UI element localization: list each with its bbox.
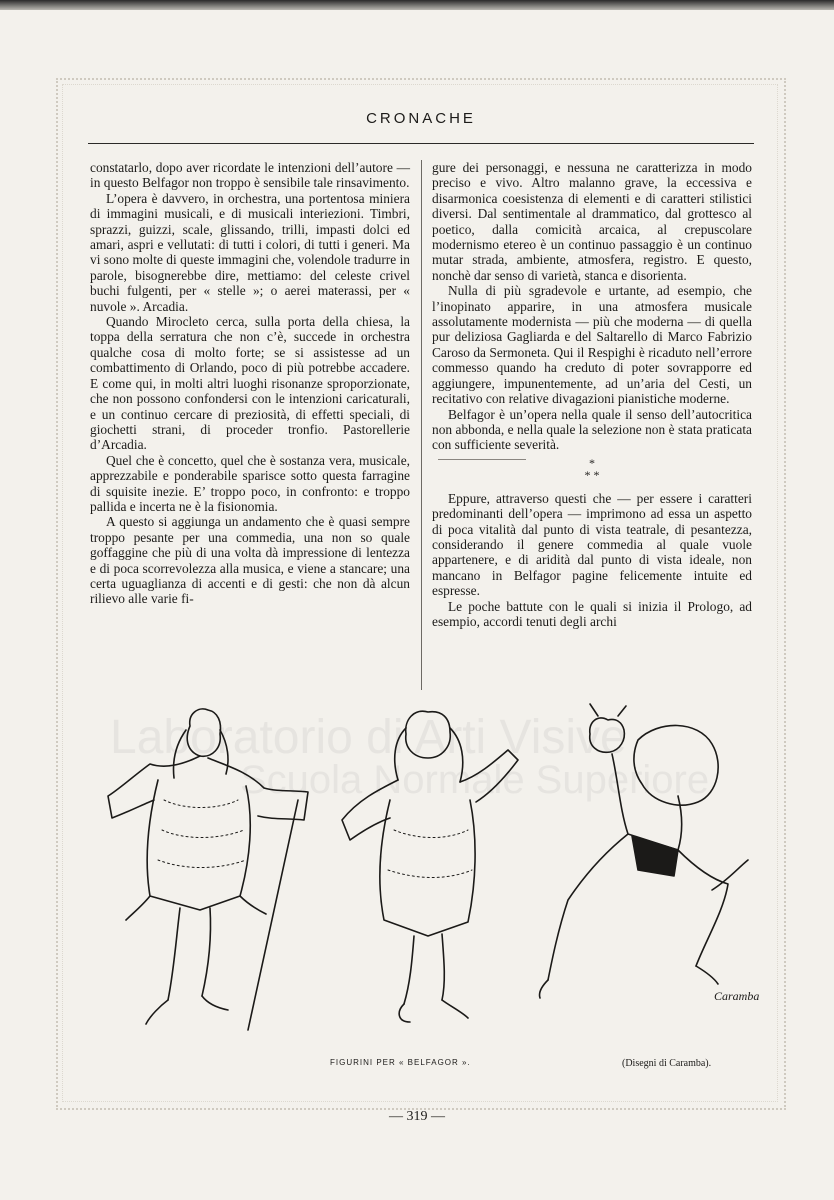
artist-signature: Caramba bbox=[714, 989, 760, 1003]
column-divider bbox=[421, 160, 422, 690]
scan-top-edge bbox=[0, 0, 834, 10]
paragraph: Eppure, attraverso questi che — per essere i caratteri predominanti dell’opera — imprimono ad essa un aspetto di poca vitalità dal punto di vista teatrale, di pesantezza, considerando il genere commedia al quale vuole appartenere, e di aridità dal punto di vista ideale, non mancano in Belfagor pagine felicemente intuite ed espresse. bbox=[432, 490, 752, 599]
figure-devil bbox=[539, 704, 748, 998]
paragraph: Quando Mirocleto cerca, sulla porta della chiesa, la toppa della serratura che non c’è, succede in orchestra qualche cosa di molto forte; se si assistesse ad un combattimento di Orlando, poco di più potrebbe accadere. E come qui, in molti altri luoghi risonanze sproporzionate, che non possono confondersi con le intenzioni caricaturali, e un continuo cercare di preziosità, di effetti speciali, di giochetti strani, di proceder tronfio. Pastorellerie d’Arcadia. bbox=[90, 314, 410, 453]
section-separator bbox=[432, 457, 752, 481]
paragraph: A questo si aggiunga un andamento che è quasi sempre troppo pesante per una commedia, una non so quale goffaggine che più di una volta dà impressione di lentezza e di poca scorrevolezza alla musica, e viene a stancare; una certa uguaglianza di accenti e di gesti: che non dà alcun rilievo alle varie fi- bbox=[90, 514, 410, 607]
separator-rule bbox=[438, 459, 526, 460]
separator-stars: * * bbox=[584, 467, 600, 482]
paragraph: Quel che è concetto, quel che è sostanza vera, musicale, apprezzabile e ponderabile sparisce sotto questa farragine di squisite inezie. E’ troppo poco, in confronto: e troppo pallida e incerta ne è la fisionomia. bbox=[90, 452, 410, 514]
right-column bbox=[432, 160, 752, 629]
running-header: CRONACHE bbox=[366, 110, 476, 127]
illustration-credit: (Disegni di Caramba). bbox=[622, 1058, 712, 1069]
paragraph: Nulla di più sgradevole e urtante, ad esempio, che l’inopinato apparire, in una atmosfera musicale assolutamente modernista — più che moderna — di quella pur deliziosa Gagliarda e del Saltarello di Marco Fabrizio Caroso da Sermoneta. Qui il Respighi è ricaduto nell’errore commesso quando ha creduto di poter sovrapporre ed aggiungere, impunentemente, ad un’aria del Cesti, un recitativo con relative divagazioni pianistiche moderne. bbox=[432, 283, 752, 407]
header-rule bbox=[88, 143, 754, 144]
paragraph: gure dei personaggi, e nessuna ne caratterizza in modo preciso e vivo. Altro malanno grave, la eccessiva e disarmonica coesistenza di elementi e di caratteri stilistici diversi. Dal sentimentale al drammatico, dal grottesco al poetico, dalla comicità arcaica, al crepuscolare modernismo etereo è un continuo passaggio è un continuo mutar strada, ambiente, atmosfera, registro. E questo, nonchè dar senso di varietà, stanca e disorienta. bbox=[432, 160, 752, 283]
figure-courtier bbox=[108, 709, 308, 1030]
figure-gentleman bbox=[342, 711, 518, 1022]
separator-star: * bbox=[589, 455, 595, 470]
paragraph: L’opera è davvero, in orchestra, una portentosa miniera di immagini musicali, e di musicali interiezioni. Timbri, sprazzi, guizzi, scale, glissando, trilli, impasti dolci ed amari, aspri e vellutati: di tutti i colori, di tutti i generi. Ma vi sono molte di queste immagini che, volendole tradurre in parole, bisognerebbe dire, mettiamo: del celeste crivel buchi fulgenti, per « stelle »; o aerei materassi, per « nuvole ». Arcadia. bbox=[90, 190, 410, 314]
illustration-caption: FIGURINI PER « BELFAGOR ». bbox=[330, 1058, 471, 1067]
watermark-line-2: Scuola Normale Superiore bbox=[240, 758, 710, 802]
watermark-line-1: Laboratorio di Arti Visive bbox=[110, 711, 627, 764]
costume-illustration bbox=[88, 700, 760, 1050]
paragraph: Le poche battute con le quali si inizia il Prologo, ad esempio, accordi tenuti degli archi bbox=[432, 598, 752, 629]
paragraph: Belfagor è un’opera nella quale il senso dell’autocritica non abbonda, e nella quale la selezione non è stata praticata con sufficiente severità. bbox=[432, 406, 752, 453]
paragraph: constatarlo, dopo aver ricordate le intenzioni dell’autore — in questo Belfagor non troppo è sensibile tale rinsavimento. bbox=[90, 160, 410, 191]
left-column bbox=[90, 160, 410, 607]
page-number: — 319 — bbox=[389, 1109, 445, 1124]
